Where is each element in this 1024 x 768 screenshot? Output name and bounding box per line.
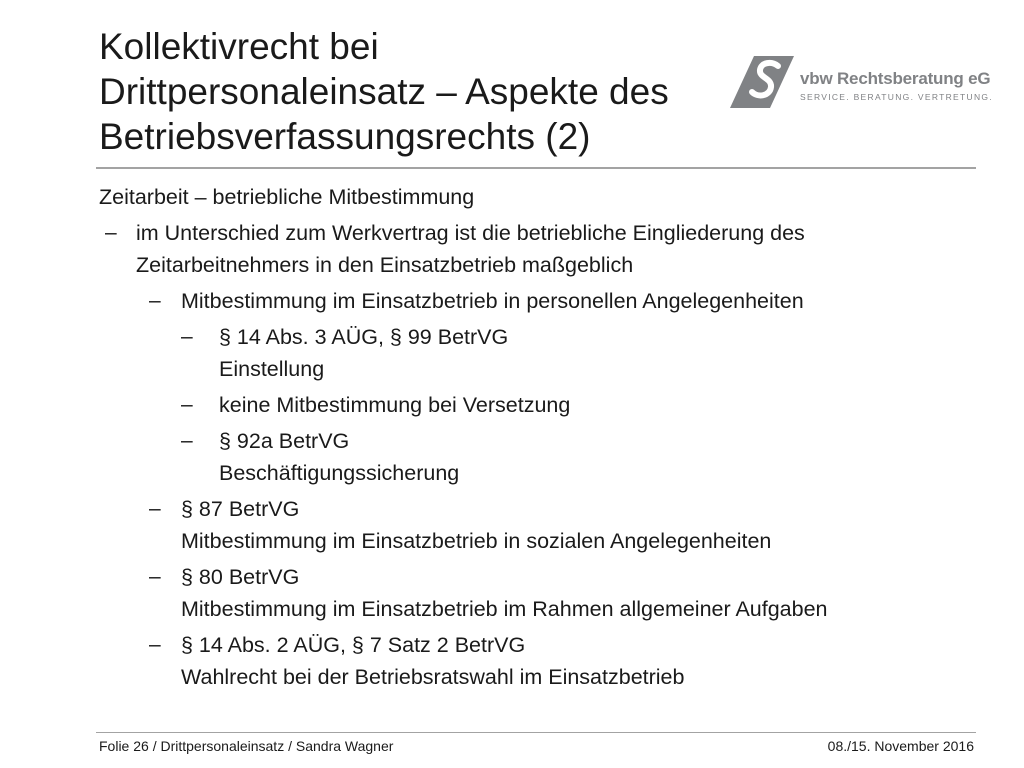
bullet-text: Mitbestimmung im Einsatzbetrieb im Rahmen allgemeiner Aufgaben xyxy=(181,597,828,621)
bullet-text: § 14 Abs. 2 AÜG, § 7 Satz 2 BetrVG xyxy=(181,633,526,657)
bullet-text: § 92a BetrVG xyxy=(219,429,350,453)
dash-bullet-icon: – xyxy=(181,429,193,452)
dash-bullet-icon: – xyxy=(181,325,193,348)
dash-bullet-icon: – xyxy=(149,497,161,520)
logo-tagline: SERVICE. BERATUNG. VERTRETUNG. xyxy=(800,92,993,102)
dash-bullet-icon: – xyxy=(149,289,161,312)
bullet-level-3 xyxy=(99,389,979,421)
bullet-text: Einstellung xyxy=(219,357,325,381)
slide-title-line: Betriebsverfassungsrechts (2) xyxy=(99,116,591,157)
bullet-text: Mitbestimmung im Einsatzbetrieb in sozialen Angelegenheiten xyxy=(181,529,772,553)
bullet-level-3 xyxy=(99,425,979,489)
bullet-text: § 80 BetrVG xyxy=(181,565,300,589)
footer-divider xyxy=(96,732,976,733)
slide-title xyxy=(99,24,739,159)
dash-bullet-icon: – xyxy=(149,565,161,588)
bullet-level-1 xyxy=(99,217,979,281)
footer-slide-info: Folie 26 / Drittpersonaleinsatz / Sandra Wagner xyxy=(99,738,394,754)
bullet-text: § 87 BetrVG xyxy=(181,497,300,521)
dash-bullet-icon: – xyxy=(149,633,161,656)
dash-bullet-icon: – xyxy=(181,393,193,416)
bullet-text: Zeitarbeitnehmers in den Einsatzbetrieb maßgeblich xyxy=(136,253,634,277)
bullet-level-2 xyxy=(99,285,979,317)
vbw-logo-mark-icon xyxy=(728,56,794,108)
bullet-level-2 xyxy=(99,561,979,625)
bullet-level-3 xyxy=(99,321,979,385)
dash-bullet-icon: – xyxy=(105,221,117,244)
title-divider xyxy=(96,167,976,169)
footer-date: 08./15. November 2016 xyxy=(827,738,974,754)
slide-title-line: Drittpersonaleinsatz – Aspekte des xyxy=(99,71,669,112)
bullet-level-2 xyxy=(99,629,979,693)
vbw-logo xyxy=(728,56,993,110)
bullet-text: Mitbestimmung im Einsatzbetrieb in personellen Angelegenheiten xyxy=(181,289,804,313)
bullet-text: Beschäftigungssicherung xyxy=(219,461,460,485)
bullet-text: Wahlrecht bei der Betriebsratswahl im Einsatzbetrieb xyxy=(181,665,685,689)
bullet-text: im Unterschied zum Werkvertrag ist die betriebliche Eingliederung des xyxy=(136,221,805,245)
slide-title-line: Kollektivrecht bei xyxy=(99,26,379,67)
bullet-text: § 14 Abs. 3 AÜG, § 99 BetrVG xyxy=(219,325,509,349)
logo-name: vbw Rechtsberatung eG xyxy=(800,69,991,88)
bullet-text: keine Mitbestimmung bei Versetzung xyxy=(219,393,571,417)
bullet-level-2 xyxy=(99,493,979,557)
section-heading: Zeitarbeit – betriebliche Mitbestimmung xyxy=(99,185,475,209)
slide-body xyxy=(99,181,979,697)
